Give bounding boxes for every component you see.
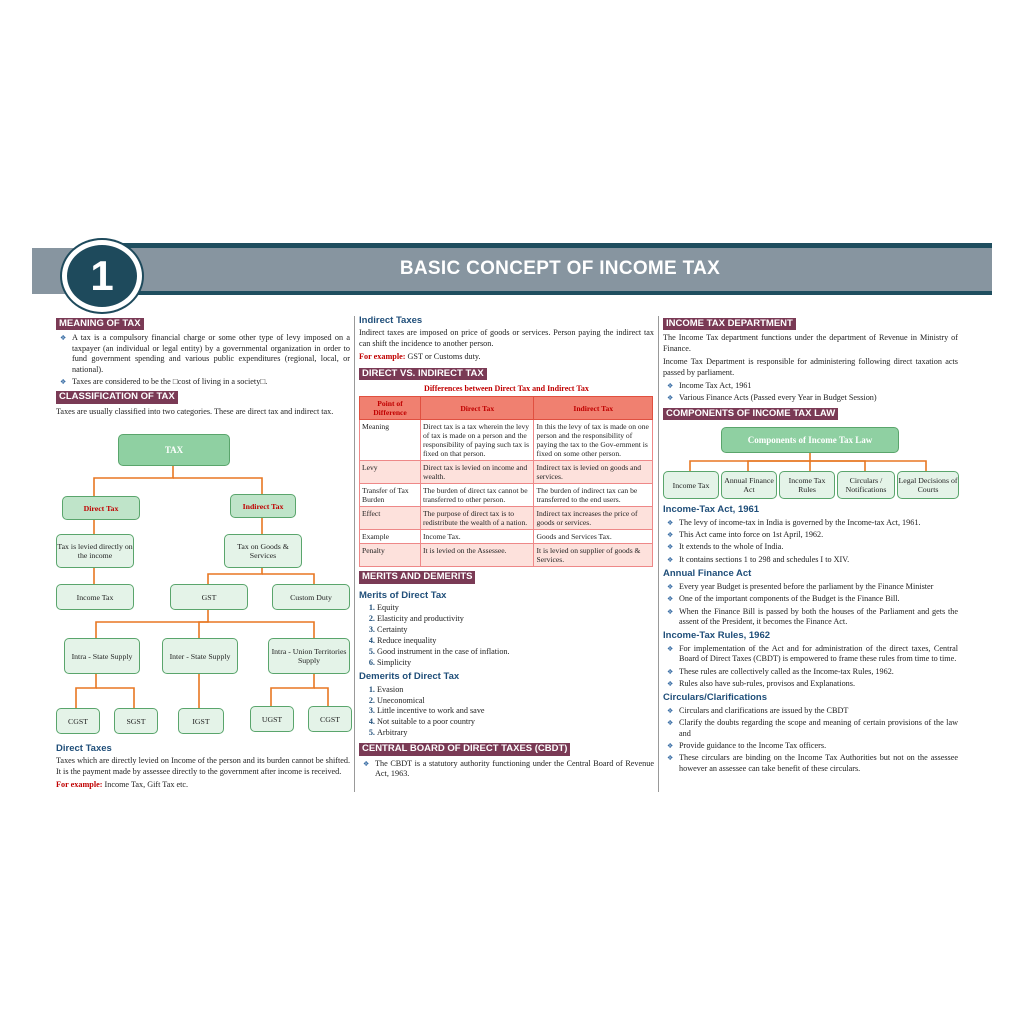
table-cell: Indirect tax increases the price of goods or services.: [534, 507, 653, 530]
page-title: BASIC CONCEPT OF INCOME TAX: [399, 258, 721, 279]
table-cell: Indirect tax is levied on goods and services.: [534, 461, 653, 484]
table-header-row: [360, 397, 653, 420]
table-row: [360, 544, 653, 567]
banner-bottom-line: [120, 291, 992, 295]
chapter-number-badge: 1: [62, 240, 142, 312]
example-label: For example:: [56, 780, 103, 790]
list-item: ❖ Various Finance Acts (Passed every Year in Budget Session): [663, 393, 958, 403]
list-item: 5. Arbitrary: [377, 728, 654, 738]
banner-top-line: [120, 243, 992, 248]
column-header: Direct Tax: [421, 397, 534, 420]
paragraph: Income Tax Department is responsible for administering following direct taxation acts passed by parliament.: [663, 357, 958, 377]
rules-list: [663, 644, 958, 690]
list-item: 5. Good instrument in the case of inflation.: [377, 647, 654, 657]
list-item: ❖ For implementation of the Act and for administration of the direct taxes, Central Board of Direct Taxes (CBDT) is empowered to frame these rules from time to time.: [663, 644, 958, 665]
tree-node-levied-directly: Tax is levied directly on the income: [56, 534, 134, 568]
list-item: 4. Not suitable to a poor country: [377, 717, 654, 727]
subsection-title: Circulars/Clarifications: [663, 692, 768, 704]
demerits-list: [359, 685, 654, 739]
dept-list: [663, 381, 958, 404]
tree-node-sgst: SGST: [114, 708, 158, 734]
table-row: [360, 484, 653, 507]
table-cell: Direct tax is levied on income and wealth.: [421, 461, 534, 484]
subsection-title: Direct Taxes: [56, 743, 112, 754]
meaning-list: [56, 333, 350, 387]
finance-list: [663, 582, 958, 628]
section-header: CENTRAL BOARD OF DIRECT TAXES (CBDT): [359, 743, 570, 755]
list-item: ❖ These rules are collectively called as the Income-tax Rules, 1962.: [663, 667, 958, 677]
table-cell: Goods and Services Tax.: [534, 530, 653, 544]
tree-node-indirect-tax: Indirect Tax: [230, 494, 296, 518]
table-cell: Meaning: [360, 420, 421, 461]
example-label: For example:: [359, 352, 406, 362]
component-node-circulars: Circulars / Notifications: [837, 471, 895, 499]
table-row: [360, 420, 653, 461]
tax-tree-layer: [56, 432, 350, 742]
table-cell: It is levied on the Assessee.: [421, 544, 534, 567]
list-item: 2. Elasticity and productivity: [377, 614, 654, 624]
tree-node-gst: GST: [170, 584, 248, 610]
tree-node-custom-duty: Custom Duty: [272, 584, 350, 610]
list-item: 2. Uneconomical: [377, 696, 654, 706]
section-header: COMPONENTS OF INCOME TAX LAW: [663, 408, 838, 420]
column-divider: [354, 316, 355, 792]
list-item: ❖ Taxes are considered to be the □cost of living in a society□.: [56, 377, 350, 387]
tree-node-cgst: CGST: [308, 706, 352, 732]
section-header: MEANING OF TAX: [56, 318, 144, 330]
subsection-title: Income-Tax Rules, 1962: [663, 630, 771, 642]
column-header: Point of Difference: [360, 397, 421, 420]
tree-node-cgst: CGST: [56, 708, 100, 734]
list-item: ❖ This Act came into force on 1st April, 1962.: [663, 530, 958, 540]
list-item: ❖ Rules also have sub-rules, provisos and Explanations.: [663, 679, 958, 689]
column-middle: [359, 316, 654, 781]
component-node-finance-act: Annual Finance Act: [721, 471, 777, 499]
list-item: 3. Little incentive to work and save: [377, 706, 654, 716]
table-cell: The burden of indirect tax can be transferred to the end users.: [534, 484, 653, 507]
list-item: ❖ Every year Budget is presented before the parliament by the Finance Minister: [663, 582, 958, 592]
table-cell: Income Tax.: [421, 530, 534, 544]
list-item: ❖ The levy of income-tax in India is governed by the Income-tax Act, 1961.: [663, 518, 958, 528]
list-item: ❖ It contains sections 1 to 298 and schedules I to XIV.: [663, 555, 958, 565]
tree-node-income-tax: Income Tax: [56, 584, 134, 610]
component-node-income-tax: Income Tax: [663, 471, 719, 499]
example-line: [359, 352, 654, 362]
tree-node-tax: TAX: [118, 434, 230, 466]
subsection-title: Indirect Taxes: [359, 315, 423, 326]
paragraph: Taxes which are directly levied on Income of the person and its burden cannot be shifted. It is the payment made by assessee directly to the government after income is received.: [56, 756, 350, 776]
direct-taxes-section: [56, 740, 350, 794]
column-right: [663, 316, 958, 776]
list-item: ❖ A tax is a compulsory financial charge or some other type of levy imposed on a taxpayer (an individual or legal entity) by a governmental organization in order to fund government spending and various public expenditures (regional, local, or national).: [56, 333, 350, 375]
cbdt-list: [359, 759, 654, 780]
section-header: DIRECT VS. INDIRECT TAX: [359, 368, 487, 380]
subsection-title: Merits of Direct Tax: [359, 589, 447, 601]
tree-node-direct-tax: Direct Tax: [62, 496, 140, 520]
table-cell: In this the levy of tax is made on one person and the responsibility of paying the tax to the Gov-ernment is fixed on some other person.: [534, 420, 653, 461]
column-header: Indirect Tax: [534, 397, 653, 420]
tree-node-inter-state: Inter - State Supply: [162, 638, 238, 674]
list-item: 3. Certainty: [377, 625, 654, 635]
example-text: Income Tax, Gift Tax etc.: [102, 780, 189, 790]
table-cell: Effect: [360, 507, 421, 530]
list-item: ❖ When the Finance Bill is passed by both the houses of the Parliament and gets the assent of the President, it becomes the Finance Act.: [663, 607, 958, 628]
list-item: 1. Equity: [377, 603, 654, 613]
subsection-title: Demerits of Direct Tax: [359, 671, 460, 683]
subsection-title: Annual Finance Act: [663, 568, 752, 580]
list-item: 6. Simplicity: [377, 658, 654, 668]
merits-list: [359, 603, 654, 668]
component-node-legal-decisions: Legal Decisions of Courts: [897, 471, 959, 499]
paragraph: The Income Tax department functions under the department of Revenue in Ministry of Finance.: [663, 333, 958, 353]
tree-node-intra-state: Intra - State Supply: [64, 638, 140, 674]
example-line: [56, 780, 350, 790]
tree-node-ugst: UGST: [250, 706, 294, 732]
list-item: 4. Reduce inequality: [377, 636, 654, 646]
table-cell: Penalty: [360, 544, 421, 567]
table-cell: Example: [360, 530, 421, 544]
act-list: [663, 518, 958, 566]
column-divider: [658, 316, 659, 792]
list-item: ❖ Circulars and clarifications are issued by the CBDT: [663, 706, 958, 716]
tree-node-intra-union: Intra - Union Territories Supply: [268, 638, 350, 674]
list-item: 1. Evasion: [377, 685, 654, 695]
table-cell: Direct tax is a tax wherein the levy of tax is made on a person and the responsibility of paying such tax is fixed on that person.: [421, 420, 534, 461]
section-header: INCOME TAX DEPARTMENT: [663, 318, 796, 330]
components-root-node: Components of Income Tax Law: [721, 427, 899, 453]
list-item: ❖ These circulars are binding on the Income Tax Authorities but not on the assessee however an assessee can take benefit of these circulars.: [663, 753, 958, 774]
list-item: ❖ Provide guidance to the Income Tax officers.: [663, 741, 958, 751]
circulars-list: [663, 706, 958, 774]
table-row: [360, 461, 653, 484]
tree-node-goods-services: Tax on Goods & Services: [224, 534, 302, 568]
table-cell: It is levied on supplier of goods & Services.: [534, 544, 653, 567]
table-cell: Levy: [360, 461, 421, 484]
tree-node-igst: IGST: [178, 708, 224, 734]
list-item: ❖ Income Tax Act, 1961: [663, 381, 958, 391]
paragraph: Indirect taxes are imposed on price of goods or services. Person paying the indirect tax can shift the incidence to another person.: [359, 328, 654, 348]
list-item: ❖ The CBDT is a statutory authority functioning under the Central Board of Revenue Act, 1963.: [359, 759, 654, 780]
list-item: ❖ One of the important components of the Budget is the Finance Bill.: [663, 594, 958, 604]
subsection-title: Income-Tax Act, 1961: [663, 504, 760, 516]
section-header: CLASSIFICATION OF TAX: [56, 391, 178, 403]
table-row: [360, 530, 653, 544]
example-text: GST or Customs duty.: [405, 352, 481, 362]
table-caption: Differences between Direct Tax and Indirect Tax: [424, 384, 589, 394]
table-cell: The burden of direct tax cannot be transferred to other person.: [421, 484, 534, 507]
column-left: [56, 316, 350, 420]
component-node-tax-rules: Income Tax Rules: [779, 471, 835, 499]
table-row: [360, 507, 653, 530]
table-cell: The purpose of direct tax is to redistribute the wealth of a nation.: [421, 507, 534, 530]
components-diagram: [663, 427, 958, 501]
section-header: MERITS AND DEMERITS: [359, 571, 475, 583]
list-item: ❖ Clarify the doubts regarding the scope and meaning of certain provisions of the law and: [663, 718, 958, 739]
table-cell: Transfer of Tax Burden: [360, 484, 421, 507]
list-item: ❖ It extends to the whole of India.: [663, 542, 958, 552]
paragraph: Taxes are usually classified into two categories. These are direct tax and indirect tax.: [56, 406, 334, 416]
comparison-table: [359, 396, 653, 567]
